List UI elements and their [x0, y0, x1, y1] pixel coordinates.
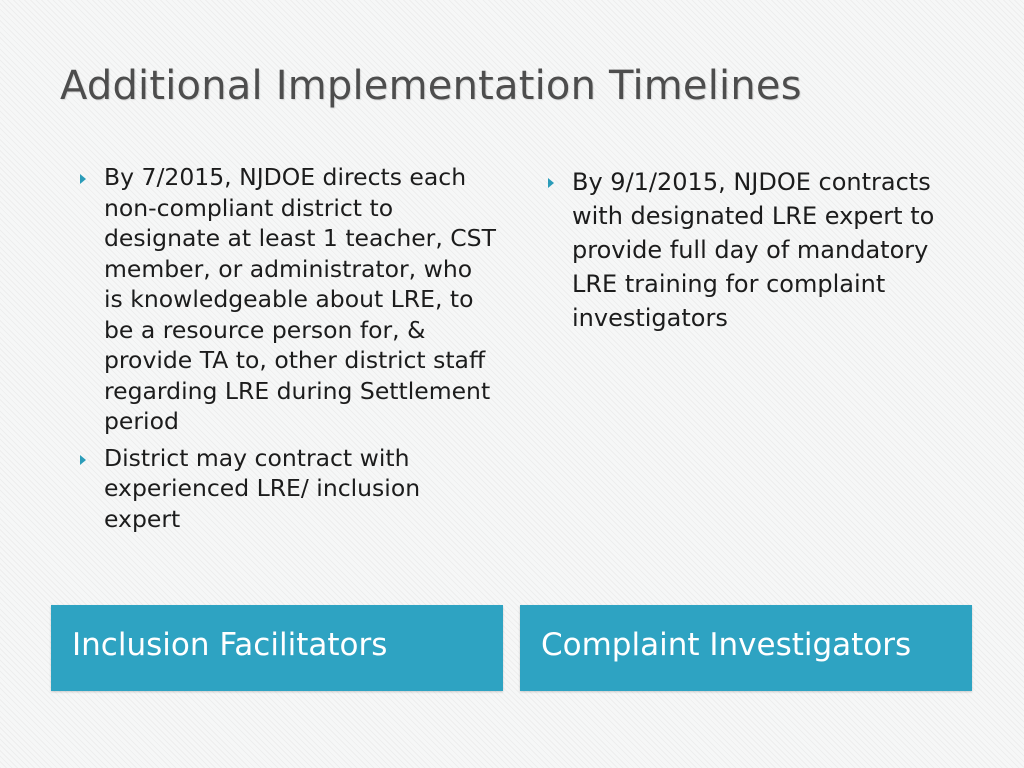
complaint-investigators-label: Complaint Investigators: [541, 627, 912, 663]
triangle-right-icon: [80, 455, 86, 465]
left-bullet-text: District may contract with experienced LRE/ inclusion expert: [104, 443, 421, 533]
left-bullet-item: [76, 443, 496, 535]
right-bullet-item: [544, 165, 964, 335]
right-bullet-list: [544, 165, 964, 335]
triangle-right-icon: [548, 178, 554, 188]
left-bullet-list: [76, 162, 496, 534]
complaint-investigators-header-bar: [520, 605, 972, 691]
right-column: [544, 165, 964, 341]
slide-title: Additional Implementation Timelines: [60, 63, 802, 109]
inclusion-facilitators-label: Inclusion Facilitators: [72, 627, 388, 663]
left-bullet-text: By 7/2015, NJDOE directs each non-compliant district to designate at least 1 teacher, CST member, or administrator, who is knowledgeable about LRE, to be a resource person for, & provide TA to, other district staff regarding LRE during Settlement period: [104, 163, 496, 435]
left-column: [76, 162, 496, 540]
triangle-right-icon: [80, 174, 86, 184]
left-bullet-item: [76, 162, 496, 437]
right-bullet-text: By 9/1/2015, NJDOE contracts with designated LRE expert to provide full day of mandatory LRE training for complaint investigators: [572, 168, 935, 332]
inclusion-facilitators-header-bar: [51, 605, 503, 691]
